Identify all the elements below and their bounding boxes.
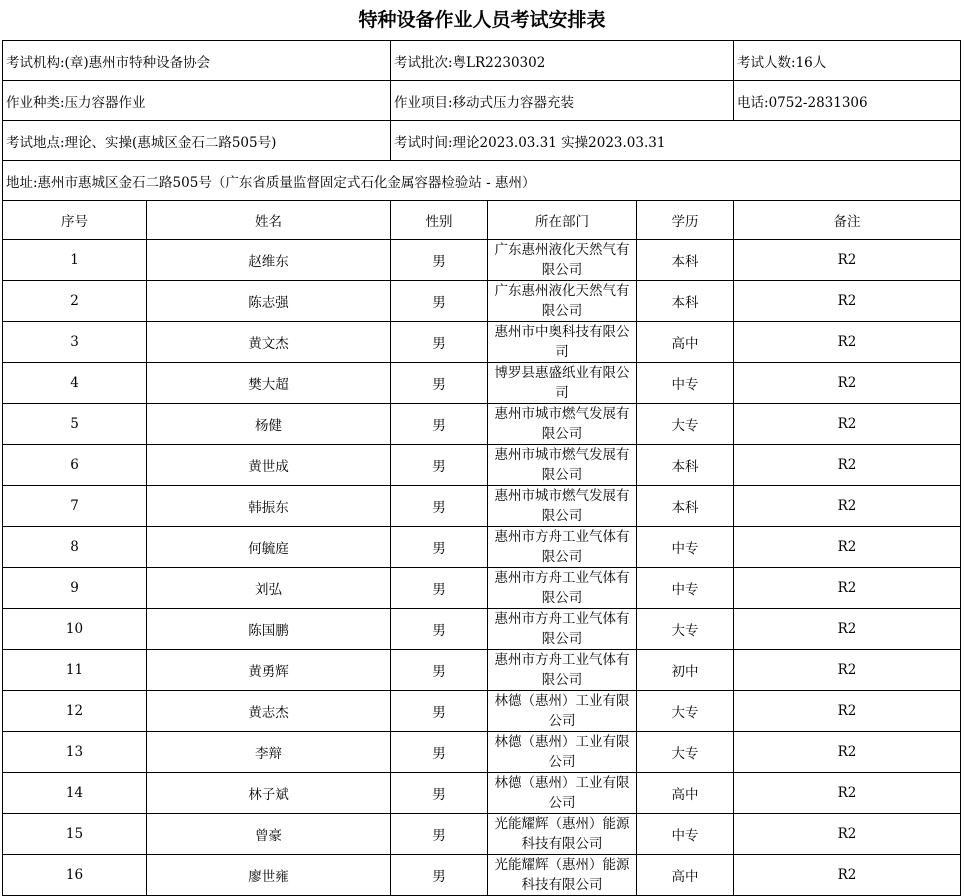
cell-note: R2 [734,404,961,445]
cell-department: 惠州市方舟工业气体有限公司 [488,609,637,650]
header-gender: 性别 [391,201,488,240]
cell-department: 惠州市城市燃气发展有限公司 [488,445,637,486]
table-row [3,650,961,691]
cell-note: R2 [734,445,961,486]
exam-location: 考试地点:理论、实操(惠城区金石二路505号) [3,121,391,161]
cell-note: R2 [734,773,961,814]
cell-number: 16 [3,855,147,896]
cell-gender: 男 [391,568,488,609]
cell-name: 陈志强 [147,281,391,322]
cell-note: R2 [734,650,961,691]
table-row [3,445,961,486]
cell-education: 本科 [637,445,734,486]
cell-gender: 男 [391,486,488,527]
cell-note: R2 [734,240,961,281]
header-department: 所在部门 [488,201,637,240]
cell-gender: 男 [391,240,488,281]
cell-name: 刘弘 [147,568,391,609]
cell-department: 广东惠州液化天然气有限公司 [488,281,637,322]
cell-department: 光能耀辉（惠州）能源科技有限公司 [488,855,637,896]
exam-organization: 考试机构:(章)惠州市特种设备协会 [3,41,391,81]
table-row [3,814,961,855]
cell-name: 黄世成 [147,445,391,486]
table-row [3,568,961,609]
cell-gender: 男 [391,732,488,773]
cell-education: 高中 [637,322,734,363]
cell-department: 惠州市方舟工业气体有限公司 [488,650,637,691]
table-row [3,404,961,445]
cell-note: R2 [734,732,961,773]
cell-name: 何毓庭 [147,527,391,568]
exam-address: 地址:惠州市惠城区金石二路505号（广东省质量监督固定式石化金属容器检验站 - 惠州） [3,161,961,201]
exam-batch: 考试批次:粤LR2230302 [391,41,734,81]
cell-note: R2 [734,609,961,650]
header-number: 序号 [3,201,147,240]
cell-note: R2 [734,814,961,855]
cell-education: 初中 [637,650,734,691]
header-note: 备注 [734,201,961,240]
cell-department: 惠州市方舟工业气体有限公司 [488,527,637,568]
table-row [3,322,961,363]
header-name: 姓名 [147,201,391,240]
cell-note: R2 [734,281,961,322]
candidate-rows [3,240,961,896]
header-education: 学历 [637,201,734,240]
cell-name: 黄文杰 [147,322,391,363]
cell-education: 中专 [637,363,734,404]
cell-number: 10 [3,609,147,650]
table-row [3,691,961,732]
cell-number: 3 [3,322,147,363]
table-row [3,609,961,650]
cell-education: 大专 [637,732,734,773]
cell-department: 博罗县惠盛纸业有限公司 [488,363,637,404]
table-row [3,363,961,404]
exam-time: 考试时间:理论2023.03.31 实操2023.03.31 [391,121,961,161]
cell-department: 光能耀辉（惠州）能源科技有限公司 [488,814,637,855]
cell-gender: 男 [391,773,488,814]
cell-department: 惠州市方舟工业气体有限公司 [488,568,637,609]
cell-department: 林德（惠州）工业有限公司 [488,773,637,814]
cell-number: 14 [3,773,147,814]
table-row [3,855,961,896]
page-title: 特种设备作业人员考试安排表 [358,9,606,31]
table-row [3,281,961,322]
cell-number: 7 [3,486,147,527]
cell-number: 2 [3,281,147,322]
cell-gender: 男 [391,445,488,486]
cell-name: 陈国鹏 [147,609,391,650]
cell-note: R2 [734,363,961,404]
info-row-4 [3,161,961,201]
cell-education: 中专 [637,568,734,609]
cell-name: 曾豪 [147,814,391,855]
cell-gender: 男 [391,650,488,691]
exam-count: 考试人数:16人 [734,41,961,81]
cell-name: 赵维东 [147,240,391,281]
cell-education: 高中 [637,773,734,814]
cell-note: R2 [734,568,961,609]
cell-gender: 男 [391,322,488,363]
cell-education: 大专 [637,609,734,650]
cell-education: 大专 [637,404,734,445]
table-row [3,773,961,814]
cell-number: 11 [3,650,147,691]
cell-number: 12 [3,691,147,732]
info-row-1 [3,41,961,81]
cell-number: 4 [3,363,147,404]
cell-education: 本科 [637,240,734,281]
cell-note: R2 [734,322,961,363]
cell-department: 惠州市中奥科技有限公司 [488,322,637,363]
cell-name: 李辩 [147,732,391,773]
cell-name: 林子斌 [147,773,391,814]
cell-name: 黄志杰 [147,691,391,732]
table-row [3,527,961,568]
cell-gender: 男 [391,363,488,404]
cell-number: 1 [3,240,147,281]
exam-schedule-table [2,40,961,896]
cell-education: 本科 [637,486,734,527]
cell-education: 高中 [637,855,734,896]
table-header-row [3,201,961,240]
cell-department: 林德（惠州）工业有限公司 [488,691,637,732]
work-category: 作业种类:压力容器作业 [3,81,391,121]
cell-name: 樊大超 [147,363,391,404]
cell-note: R2 [734,486,961,527]
cell-number: 15 [3,814,147,855]
cell-gender: 男 [391,814,488,855]
table-row [3,732,961,773]
info-row-3 [3,121,961,161]
cell-name: 韩振东 [147,486,391,527]
cell-department: 广东惠州液化天然气有限公司 [488,240,637,281]
cell-note: R2 [734,691,961,732]
work-item: 作业项目:移动式压力容器充装 [391,81,734,121]
contact-phone: 电话:0752-2831306 [734,81,961,121]
cell-name: 黄勇辉 [147,650,391,691]
cell-number: 5 [3,404,147,445]
cell-gender: 男 [391,855,488,896]
cell-gender: 男 [391,691,488,732]
cell-number: 13 [3,732,147,773]
cell-gender: 男 [391,281,488,322]
cell-education: 大专 [637,691,734,732]
table-row [3,486,961,527]
cell-number: 8 [3,527,147,568]
info-row-2 [3,81,961,121]
cell-department: 惠州市城市燃气发展有限公司 [488,486,637,527]
cell-note: R2 [734,527,961,568]
cell-gender: 男 [391,609,488,650]
cell-education: 中专 [637,814,734,855]
cell-department: 林德（惠州）工业有限公司 [488,732,637,773]
cell-name: 杨健 [147,404,391,445]
cell-gender: 男 [391,527,488,568]
cell-education: 本科 [637,281,734,322]
table-row [3,240,961,281]
cell-name: 廖世雍 [147,855,391,896]
cell-note: R2 [734,855,961,896]
cell-number: 6 [3,445,147,486]
cell-number: 9 [3,568,147,609]
cell-gender: 男 [391,404,488,445]
cell-department: 惠州市城市燃气发展有限公司 [488,404,637,445]
cell-education: 中专 [637,527,734,568]
